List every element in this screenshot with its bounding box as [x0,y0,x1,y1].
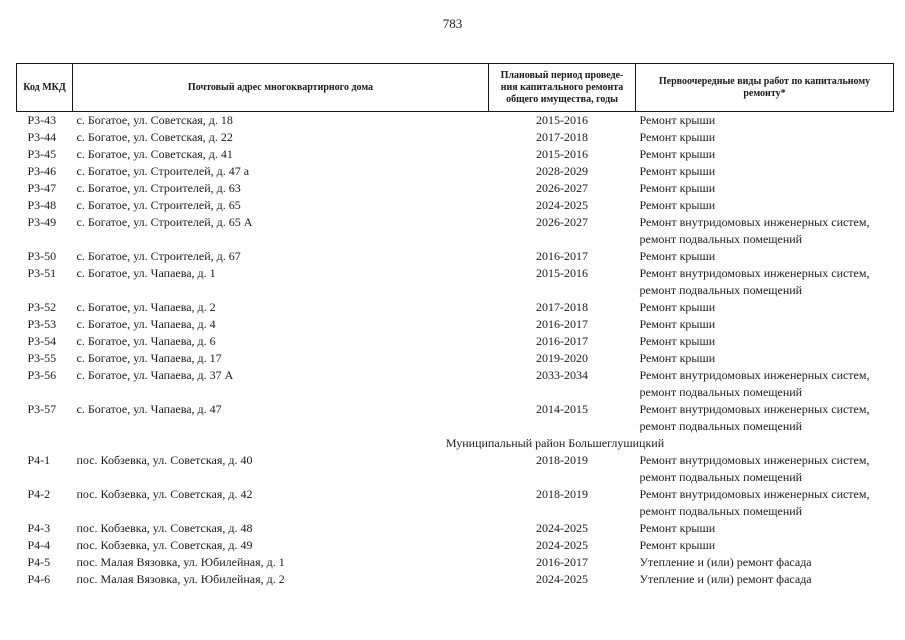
repair-works-cell [636,316,894,333]
repair-work-line: Ремонт крыши [639,147,716,161]
repair-period-cell: 2016-2017 [536,249,588,263]
mkd-code-cell: Р3-54 [27,334,57,348]
repair-work-line: Ремонт внутридомовых инженерных систем, [639,368,870,382]
mkd-code-cell: Р3-55 [27,351,57,365]
repair-work-line: Ремонт крыши [639,317,716,331]
repair-works-cell [636,197,894,214]
repair-period-cell: 2018-2019 [536,487,588,501]
repair-work-line: Ремонт внутридомовых инженерных систем, [639,487,870,501]
repair-period-cell: 2016-2017 [536,317,588,331]
repair-work-line: Ремонт крыши [639,198,716,212]
repair-period-cell: 2015-2016 [536,113,588,127]
table-row [17,129,894,146]
mkd-code-cell: Р3-43 [27,113,57,127]
address-cell: с. Богатое, ул. Строителей, д. 67 [76,249,241,263]
repair-period-cell: 2016-2017 [536,555,588,569]
repair-period-cell: 2015-2016 [536,147,588,161]
repair-works-cell [636,537,894,554]
table-body [17,112,894,589]
repair-work-line: Утепление и (или) ремонт фасада [639,555,812,569]
repair-work-line: Ремонт внутридомовых инженерных систем, [639,453,870,467]
repair-work-line: Ремонт внутридомовых инженерных систем, [639,402,870,416]
address-cell: с. Богатое, ул. Чапаева, д. 2 [76,300,216,314]
mkd-code-cell: Р4-1 [27,453,51,467]
table-row [17,486,894,520]
address-cell: с. Богатое, ул. Советская, д. 22 [76,130,233,144]
table-row [17,333,894,350]
table-row [17,571,894,588]
repair-work-line: Ремонт крыши [639,164,716,178]
table-row [17,299,894,316]
repair-works-cell [636,452,894,486]
repair-period-cell: 2017-2018 [536,130,588,144]
repair-works-cell [636,571,894,588]
repair-works-cell [636,350,894,367]
repair-works-cell [636,180,894,197]
repair-work-line: Ремонт крыши [639,130,716,144]
mkd-code-cell: Р3-48 [27,198,57,212]
repair-work-line: Ремонт крыши [639,300,716,314]
address-cell: пос. Кобзевка, ул. Советская, д. 42 [76,487,253,501]
repair-works-cell [636,299,894,316]
address-cell: с. Богатое, ул. Строителей, д. 47 а [76,164,250,178]
address-cell: с. Богатое, ул. Строителей, д. 65 [76,198,241,212]
repair-work-line: ремонт подвальных помещений [639,419,803,433]
header-period: Плановый период проведе-ния капитального ремонта общего имущества, годы [489,64,636,112]
repair-work-line: Ремонт крыши [639,538,716,552]
repair-period-cell: 2026-2027 [536,215,588,229]
repair-period-cell: 2019-2020 [536,351,588,365]
mkd-code-cell: Р3-52 [27,300,57,314]
repair-work-line: Ремонт крыши [639,351,716,365]
repair-period-cell: 2024-2025 [536,538,588,552]
repair-work-line: Ремонт крыши [639,249,716,263]
repair-period-cell: 2024-2025 [536,198,588,212]
mkd-code-cell: Р4-6 [27,572,51,586]
repair-work-line: ремонт подвальных помещений [639,504,803,518]
mkd-code-cell: Р3-57 [27,402,57,416]
mkd-code-cell: Р3-46 [27,164,57,178]
mkd-code-cell: Р4-5 [27,555,51,569]
address-cell: пос. Кобзевка, ул. Советская, д. 49 [76,538,253,552]
section-heading-row [17,435,894,452]
page-number: 783 [442,16,463,31]
repair-period-cell: 2016-2017 [536,334,588,348]
repair-period-cell: 2018-2019 [536,453,588,467]
table-row [17,452,894,486]
repair-works-cell [636,333,894,350]
capital-repair-table [16,63,894,588]
table-row [17,112,894,130]
address-cell: пос. Малая Вязовка, ул. Юбилейная, д. 2 [76,572,285,586]
repair-works-cell [636,163,894,180]
address-cell: с. Богатое, ул. Чапаева, д. 17 [76,351,222,365]
repair-work-line: Ремонт крыши [639,521,716,535]
table-row [17,180,894,197]
mkd-code-cell: Р3-47 [27,181,57,195]
header-address: Почтовый адрес многоквартирного дома [73,64,489,112]
address-cell: пос. Кобзевка, ул. Советская, д. 40 [76,453,253,467]
table-row [17,214,894,248]
repair-work-line: Ремонт крыши [639,113,716,127]
table-row [17,146,894,163]
repair-period-cell: 2026-2027 [536,181,588,195]
repair-period-cell: 2033-2034 [536,368,588,382]
mkd-code-cell: Р4-4 [27,538,51,552]
table-row [17,197,894,214]
repair-work-line: ремонт подвальных помещений [639,385,803,399]
repair-period-cell: 2024-2025 [536,572,588,586]
address-cell: с. Богатое, ул. Строителей, д. 65 А [76,215,253,229]
header-row [17,64,894,112]
repair-work-line: Утепление и (или) ремонт фасада [639,572,812,586]
address-cell: с. Богатое, ул. Чапаева, д. 47 [76,402,222,416]
table-row [17,367,894,401]
mkd-code-cell: Р3-56 [27,368,57,382]
table-row [17,401,894,435]
address-cell: с. Богатое, ул. Чапаева, д. 1 [76,266,216,280]
mkd-code-cell: Р4-2 [27,487,51,501]
mkd-code-cell: Р3-53 [27,317,57,331]
address-cell: с. Богатое, ул. Чапаева, д. 4 [76,317,216,331]
repair-works-cell [636,214,894,248]
repair-works-cell [636,248,894,265]
address-cell: с. Богатое, ул. Строителей, д. 63 [76,181,241,195]
table-row [17,248,894,265]
header-code: Код МКД [17,64,73,112]
repair-work-line: Ремонт внутридомовых инженерных систем, [639,266,870,280]
table-row [17,265,894,299]
address-cell: пос. Кобзевка, ул. Советская, д. 48 [76,521,253,535]
address-cell: с. Богатое, ул. Советская, д. 41 [76,147,233,161]
repair-period-cell: 2017-2018 [536,300,588,314]
repair-work-line: ремонт подвальных помещений [639,283,803,297]
mkd-code-cell: Р3-50 [27,249,57,263]
address-cell: пос. Малая Вязовка, ул. Юбилейная, д. 1 [76,555,285,569]
repair-work-line: ремонт подвальных помещений [639,232,803,246]
repair-works-cell [636,486,894,520]
repair-period-cell: 2024-2025 [536,521,588,535]
table-row [17,520,894,537]
table-row [17,163,894,180]
address-cell: с. Богатое, ул. Чапаева, д. 6 [76,334,216,348]
address-cell: с. Богатое, ул. Советская, д. 18 [76,113,233,127]
repair-work-line: Ремонт крыши [639,181,716,195]
repair-works-cell [636,554,894,571]
table-row [17,554,894,571]
repair-works-cell [636,520,894,537]
mkd-code-cell: Р3-49 [27,215,57,229]
repair-period-cell: 2028-2029 [536,164,588,178]
repair-work-line: ремонт подвальных помещений [639,470,803,484]
repair-works-cell [636,265,894,299]
section-heading: Муниципальный район Большеглушицкий [445,436,665,450]
repair-work-line: Ремонт крыши [639,334,716,348]
table-row [17,350,894,367]
repair-work-line: Ремонт внутридомовых инженерных систем, [639,215,870,229]
repair-period-cell: 2014-2015 [536,402,588,416]
address-cell: с. Богатое, ул. Чапаева, д. 37 А [76,368,234,382]
mkd-code-cell: Р3-51 [27,266,57,280]
repair-works-cell [636,146,894,163]
mkd-code-cell: Р3-44 [27,130,57,144]
table-header [17,64,894,112]
table-row [17,316,894,333]
repair-works-cell [636,129,894,146]
repair-works-cell [636,401,894,435]
mkd-code-cell: Р3-45 [27,147,57,161]
repair-works-cell [636,367,894,401]
repair-works-cell [636,112,894,130]
header-works: Первоочередные виды работ по капитальному ремонту* [636,64,894,112]
repair-period-cell: 2015-2016 [536,266,588,280]
mkd-code-cell: Р4-3 [27,521,51,535]
table-row [17,537,894,554]
